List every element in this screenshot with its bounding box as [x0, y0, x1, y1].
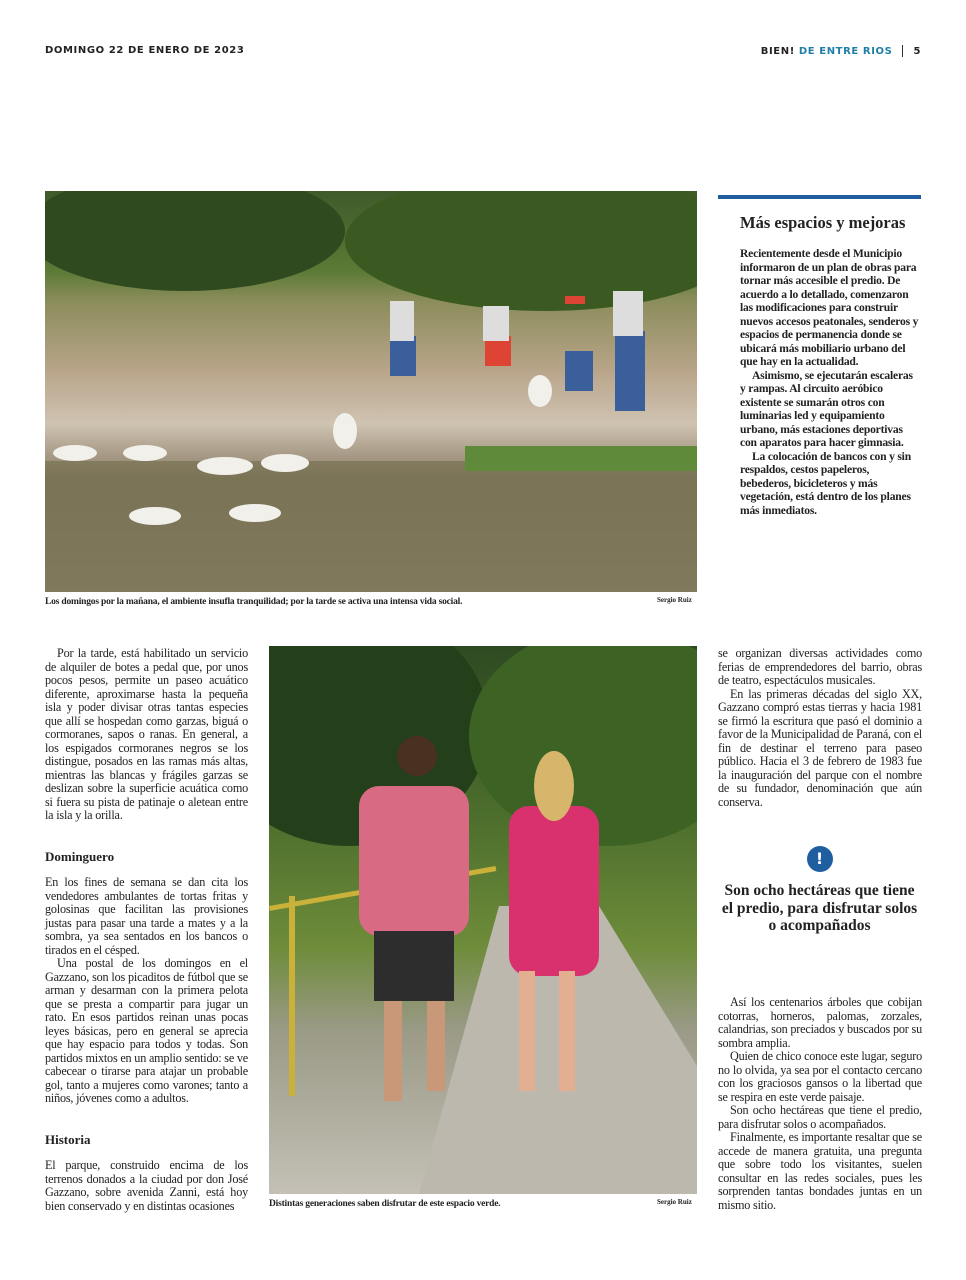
sidebar-paragraph: Asimismo, se ejecutarán escaleras y rampas. Al circuito aeróbico existente se sumarán otros con luminarias led y equipamiento urbano, más estaciones deportivas con aparatos para hacer gimnasia.: [740, 368, 913, 449]
article-paragraph: En los fines de semana se dan cita los vendedores ambulantes de tortas fritas y golosinas que facilitan las provisiones justas para pasar una tarde a mates y a la sombra, ya sea sentados en los bancos o tirados en el césped.: [45, 875, 248, 957]
article-column-right-bottom: [718, 996, 922, 1212]
photo-caption: Distintas generaciones saben disfrutar de este espacio verde.: [269, 1199, 501, 1209]
article-paragraph: Así los centenarios árboles que cobijan cotorras, horneros, palomas, zorzales, calandrias, son preciados y buscados por su sombra amplia.: [718, 995, 922, 1050]
article-column-right-top: [718, 647, 922, 809]
article-column-left: [45, 647, 248, 1213]
page-number: 5: [913, 45, 921, 57]
article-paragraph: El parque, construido encima de los terrenos donados a la ciudad por don José Gazzano, sobre avenida Zanni, está hoy bien conservado y en distintas ocasiones: [45, 1158, 248, 1213]
section-heading: Historia: [45, 1131, 91, 1147]
photo-couple-walking: [269, 646, 697, 1194]
article-paragraph: Son ocho hectáreas que tiene el predio, para disfrutar solos o acompañados.: [718, 1103, 922, 1131]
brand-name: BIEN!: [760, 45, 795, 57]
newspaper-brand: [761, 45, 921, 57]
article-paragraph: Quien de chico conoce este lugar, seguro no lo olvida, ya sea por el contacto cercano con los graciosos gansos o la libertad que se respira en este verde paisaje.: [718, 1049, 922, 1104]
article-paragraph: se organizan diversas actividades como ferias de emprendedores del barrio, obras de teatro, espectáculos musicales.: [718, 646, 922, 687]
photo-lake-geese: [45, 191, 697, 592]
divider: [902, 45, 903, 57]
pull-quote-text: Son ocho hectáreas que tiene el predio, para disfrutar solos o acompañados: [721, 882, 918, 934]
page-date: DOMINGO 22 DE ENERO DE 2023: [45, 45, 245, 56]
sidebar-paragraph: Recientemente desde el Municipio informaron de un plan de obras para tornar más accesible el predio. De acuerdo a lo detallado, comenzaron las modificaciones para construir nuevos accesos peatonales, senderos y espacios de permanencia donde se ubicará más mobiliario urbano del que hay en la actualidad.: [740, 247, 919, 368]
section-heading: Dominguero: [45, 848, 115, 864]
sidebar-box: [718, 195, 921, 517]
article-paragraph: Una postal de los domingos en el Gazzano, son los picaditos de fútbol que se arman y desarman con la primera pelota que se presta a compartir para jugar un rato. En esos partidos reinan unas pocas leyes básicas, pero en general se aprecia que hay espacio para todos y todas. Son partidos mixtos en un amplio sentido: se ve cabecear o tirarse para atajar un probable gol, tanto a mujeres como varones; tanto a niños, jóvenes como a adultos.: [45, 956, 248, 1105]
photo-credit: Sergio Ruiz: [657, 1198, 692, 1206]
pull-quote: [718, 846, 921, 935]
article-paragraph: En las primeras décadas del siglo XX, Gazzano compró estas tierras y hacia 1981 se firmó la escritura que pasó el dominio a favor de la Municipalidad de Paraná, con el fin de destinar el terreno para paseo público. Hacia el 3 de febrero de 1983 fue la inauguración del parque con el nombre de su fundador, denominación que aún conserva.: [718, 686, 922, 809]
photo-caption: Los domingos por la mañana, el ambiente insufla tranquilidad; por la tarde se activa una intensa vida social.: [45, 597, 463, 607]
photo-scene: [45, 191, 697, 592]
sidebar-paragraph: La colocación de bancos con y sin respaldos, cestos papeleros, bebederos, bicicleteros y más vegetación, está dentro de los planes más inmediatos.: [740, 449, 911, 517]
brand-region: DE ENTRE RIOS: [798, 45, 893, 57]
photo-credit: Sergio Ruiz: [657, 596, 692, 604]
exclamation-icon: !: [807, 846, 833, 872]
sidebar-title: Más espacios y mejoras: [740, 213, 906, 232]
article-paragraph: Finalmente, es importante resaltar que se accede de manera gratuita, una pregunta que sobre todo los visitantes, suelen consultar en las redes sociales, pues les sorprenden tantas bondades juntas en un mismo sitio.: [718, 1130, 922, 1212]
photo-scene: [269, 646, 697, 1194]
article-paragraph: Por la tarde, está habilitado un servicio de alquiler de botes a pedal que, por unos pocos pesos, permite un paseo acuático diferente, aproximarse hasta la pequeña isla y poder divisar otras tantas especies que allí se hospedan como garzas, biguá o cormoranes, sapos o ranas. En general, a los espigados cormoranes negros se los distingue, posados en las ramas más altas, mientras las blancas y frágiles garzas se deslizan sobre la superficie acuática como si fuera su pista de patinaje o aletean entre la isla y la orilla.: [45, 646, 248, 822]
